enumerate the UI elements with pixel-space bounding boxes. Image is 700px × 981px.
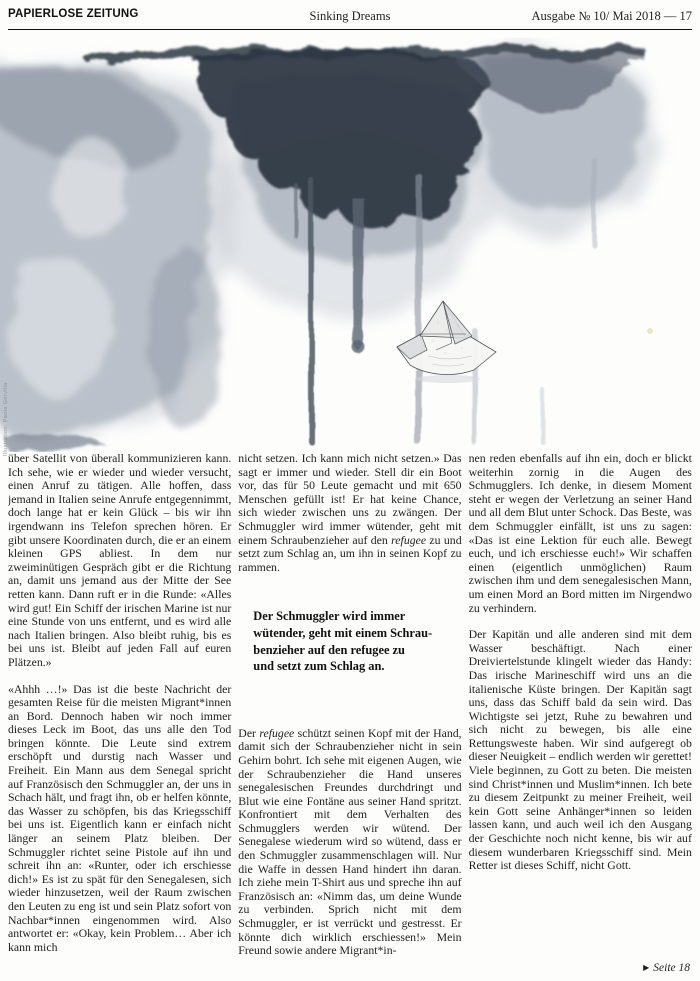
yellow-fleck	[647, 328, 653, 334]
article-paragraph: Der Kapitän und alle anderen sind mit dem Wasser beschäftigt. Nach einer Dreiviertelstunde klingelt wieder das Handy: Das irische Marineschiff wird uns an die italienische Küste bringen. Der Kapitän sagt uns, dass das Schiff bald da sein wird. Das Wichtigste sei jetzt, Ruhe zu bewahren und sich nicht zu bewegen, bis alle eine Rettungsweste haben. Wir sind aufgeregt ob dieser Neuigkeit – endlich werden wir gerettet! Viele beginnen, zu Gott zu beten. Die meisten sind Christ*innen und Muslim*innen. Ich bete zu diesem Zeitpunkt zu meiner Freiheit, weil kein Gott seine Anhänger*innen so leiden lassen kann, und auch weil ich den Ausgang der Geschichte noch nicht kenne, bis wir auf diesem wunderbaren Kriegsschiff sind. Mein Retter ist dieses Schiff, nicht Gott.	[468, 627, 692, 873]
text-column-1	[8, 452, 231, 981]
illustration-credit: Illustration: Paola Gervilia	[3, 382, 9, 456]
article-body	[8, 452, 692, 981]
pull-quote-line: und setzt zum Schlag an.	[253, 659, 385, 674]
watercolor-svg	[0, 38, 700, 452]
arrow-right-icon: ▶	[643, 963, 650, 972]
text-column-3	[469, 452, 692, 981]
article-paragraph: nen reden ebenfalls auf ihn ein, doch er blickt weiterhin zornig in die Augen des Schmugglers. Ich denke, in diesem Moment steht er wegen der Verletzung an seiner Hand und all dem Blut unter Schock. Das Beste, was dem Schmuggler einfällt, ist uns zu sagen: «Das ist eine Lektion für euch alle. Bewegt euch, und ich erschiesse euch!» Wir schaffen einen (eigentlich unmöglichen) Raum zwischen ihm und dem senegalesischen Mann, um einen Mord an Bord mitten im Nirgendwo zu verhindern.	[468, 452, 692, 615]
text-column-2	[238, 452, 461, 981]
italic-term: refugee	[259, 725, 295, 740]
article-paragraph: nicht setzen. Ich kann mich nicht setzen.» Das sagt er immer und wieder. Stell dir ein Boot vor, das für 50 Leute gemacht und mit 650 Menschen gefüllt ist! Er hat keine Chance, sich wieder zwischen uns zu zwängen. Der Schmuggler wird immer wütender, geht mit einem Schraubenzieher auf den refugee zu und setzt zum Schlag an, um ihn in seinen Kopf zu rammen.	[238, 452, 462, 574]
next-page-label: Seite 18	[653, 962, 690, 974]
page-title: Sinking Dreams	[309, 9, 391, 23]
pull-quote-line: Der Schmuggler wird immer	[253, 609, 406, 624]
issue-number: Ausgabe № 10/ Mai 2018 — 17	[531, 9, 692, 23]
pull-quote-line: wütender, geht mit einem Schrau-	[253, 625, 433, 640]
pull-quote	[238, 608, 461, 674]
page-header	[8, 6, 692, 26]
pull-quote-line: benzieher auf den refugee zu	[253, 642, 405, 657]
article-paragraph: «Ahhh …!» Das ist die beste Nachricht der gesamten Reise für die meisten Migrant*innen an Bord. Dennoch haben wir noch immer dieses Leck im Boot, das uns alle den Tod bringen könnte. Die Leute sind extrem erschöpft und durstig nach Wasser und Freiheit. Ein Mann aus dem Senegal spricht auf Französisch den Schmuggler an, der uns in Schach hält, und fragt ihn, ob er helfen könnte, das Wasser zu schöpfen, bis das Kriegsschiff bei uns ist. Eigentlich kann er einfach nicht länger an seinem Platz bleiben. Der Schmuggler richtet seine Pistole auf ihn und schreit ihn an: «Runter, oder ich erschiesse dich!» Es ist zu spät für den Senegalesen, sich wieder hinzusetzen, weil der Raum zwischen den Leuten zu eng ist und sein Platz sofort von Nachbar*innen eingenommen wird. Also antwortet er: «Okay, kein Problem… Aber ich kann mich	[8, 681, 232, 954]
masthead: PAPIERLOSE ZEITUNG	[8, 8, 139, 20]
header-rule	[8, 29, 692, 30]
italic-term: refugee	[391, 532, 427, 547]
continuation-note	[643, 962, 690, 974]
article-paragraph: über Satellit von überall kommunizieren kann. Ich sehe, wie er wieder und wieder versucht, einen Anruf zu tätigen. Alle hoffen, dass jemand in Italien seine Anrufe entgegennimmt, doch lange hat er kein Glück – bis wir ihn irgendwann ins Telefon sprechen hören. Er gibt unsere Koordinaten durch, die er an einem kleinen GPS abliest. In dem nur zweiminütigen Gespräch gibt er die Richtung an, damit uns jemand aus der Mitte der See retten kann. Dann ruft er in die Runde: «Alles wird gut! Ein Schiff der irischen Marine ist nur eine Stunde von uns entfernt, und es wird alle nach Italien bringen. Also bleibt ruhig, bis es bei uns ist. Bleibt auf jeden Fall auf euren Plätzen.»	[8, 452, 232, 669]
watercolor-illustration	[0, 38, 700, 452]
paper-boat-sketch	[397, 301, 496, 383]
article-paragraph: Der refugee schützt seinen Kopf mit der Hand, damit sich der Schraubenzieher nicht in sein Gehirn bohrt. Ich sehe mit eigenen Augen, wie der Schraubenzieher die Hand unseres senegalesischen Freundes durchdringt und Blut wie eine Fontäne aus seiner Hand spritzt. Konfrontiert mit dem Verhalten des Schmugglers werden wir wütend. Der Senegalese wiederum wird so wütend, dass er den Schmuggler zusammenschlagen will. Nur die Waffe in dessen Hand hindert ihn daran. Ich ziehe mein T-Shirt aus und spreche ihn auf Französisch an: «Nimm das, um deine Wunde zu verbinden. Sprich nicht mit dem Schmuggler, er ist verrückt und gestresst. Er könnte dich wirklich erschiessen!» Mein Freund sowie andere Migrant*in-	[238, 725, 462, 958]
